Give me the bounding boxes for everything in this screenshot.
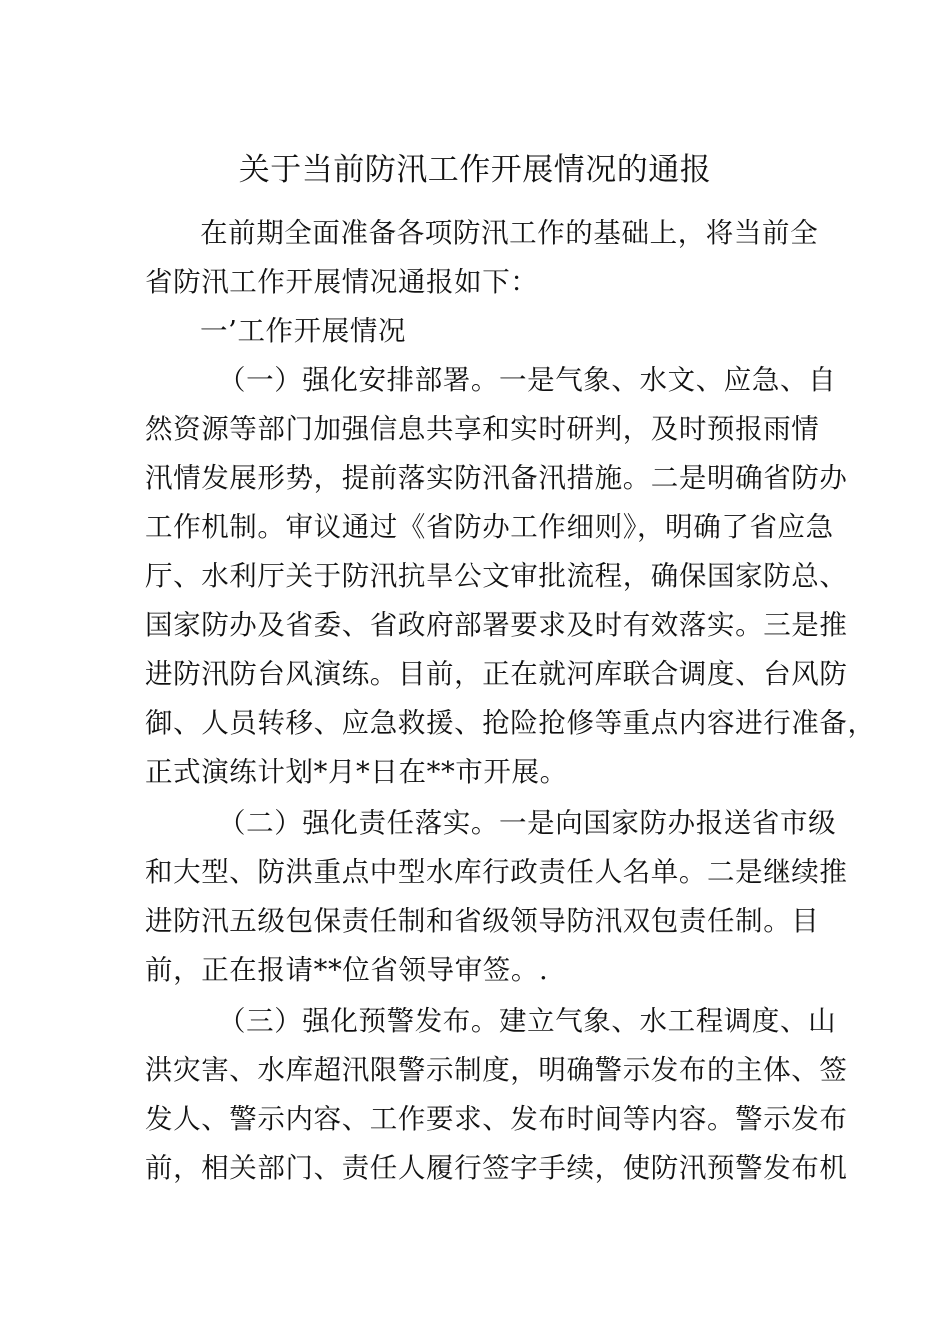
paragraph-line: 工作机制。审议通过《省防办工作细则》，明确了省应急 <box>145 511 834 543</box>
paragraph-line: 进防汛防台风演练。目前，正在就河库联合调度、台风防 <box>145 658 848 690</box>
paragraph-line: 前，相关部门、责任人履行签字手续，使防汛预警发布机 <box>145 1152 848 1184</box>
paragraph-line: 御、人员转移、应急救援、抢险抢修等重点内容进行准备， <box>145 707 876 739</box>
paragraph-line: 然资源等部门加强信息共享和实时研判，及时预报雨情 <box>145 413 820 445</box>
paragraph-line: 和大型、防洪重点中型水库行政责任人名单。二是继续推 <box>145 856 848 888</box>
paragraph-line: （二）强化责任落实。一是向国家防办报送省市级 <box>218 807 837 839</box>
paragraph-line: 汛情发展形势，提前落实防汛备汛措施。二是明确省防办 <box>145 462 848 494</box>
paragraph-line: 发人、警示内容、工作要求、发布时间等内容。警示发布 <box>145 1103 848 1135</box>
paragraph-line: 前，正在报请**位省领导审签。. <box>145 954 549 986</box>
paragraph-line: 厅、水利厅关于防汛抗旱公文审批流程，确保国家防总、 <box>145 560 848 592</box>
paragraph-line: （三）强化预警发布。建立气象、水工程调度、山 <box>218 1005 837 1037</box>
paragraph-line: （一）强化安排部署。一是气象、水文、应急、自 <box>218 364 837 396</box>
paragraph-line: 在前期全面准备各项防汛工作的基础上，将当前全 <box>200 217 819 249</box>
paragraph-line: 省防汛工作开展情况通报如下： <box>145 266 539 298</box>
paragraph-line: 洪灾害、水库超汛限警示制度，明确警示发布的主体、签 <box>145 1054 848 1086</box>
paragraph-line: 国家防办及省委、省政府部署要求及时有效落实。三是推 <box>145 609 848 641</box>
paragraph-line: 进防汛五级包保责任制和省级领导防汛双包责任制。目 <box>145 905 820 937</box>
document-title: 关于当前防汛工作开展情况的通报 <box>238 152 712 188</box>
paragraph-line: 正式演练计划*月*日在**市开展。 <box>145 756 568 788</box>
section-heading: 一’工作开展情况 <box>200 315 407 347</box>
